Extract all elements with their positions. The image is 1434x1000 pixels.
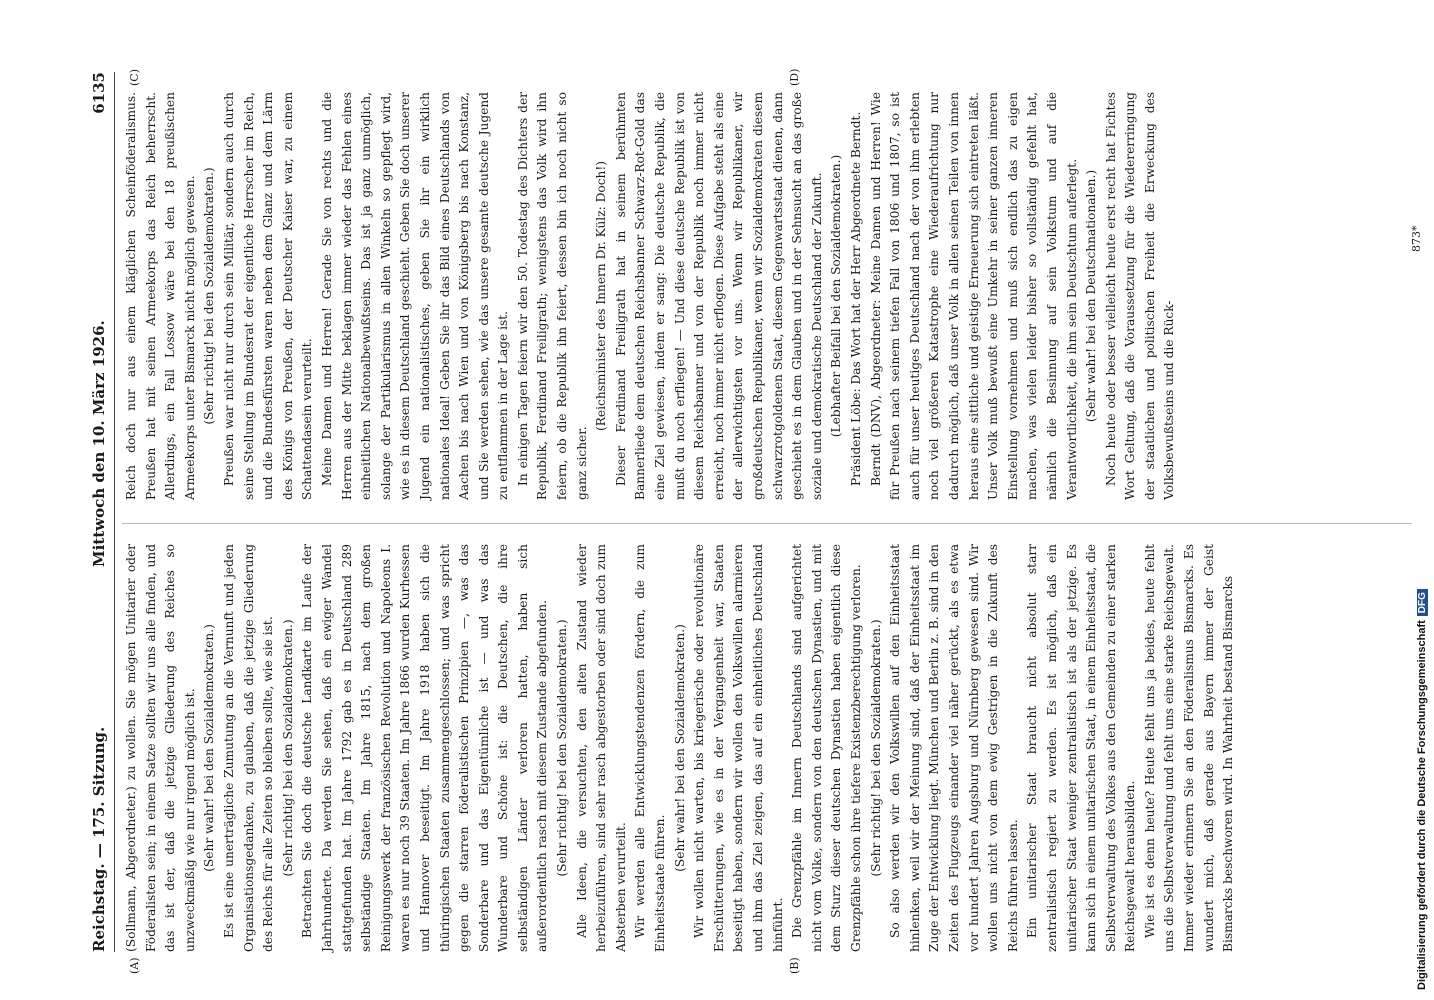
paragraph: Preußen war nicht nur durch sein Militär, sondern auch durch seine Stellung im Bundesrat der eigentliche Herrscher im Reich, und die Bundesfürsten waren neben dem Glanz und dem Lärm des Königs von Preußen, der Deutscher Kaiser war, zu einem Schattendasein verurteilt. <box>221 92 315 500</box>
paragraph: So also werden wir den Volkswillen auf den Einheitsstaat hinlenken, weil wir der Meinung sind, daß der Einheitsstaat im Zuge der Entwicklung liegt. München und Berlin z. B. sind in den Zeiten des Flugzeugs einander viel näher gerückt, als es etwa vor hundert Jahren Augsburg und Nürnberg gewesen sind. Wir wollen uns nicht von dem ewig Gestrigen in die Zukunft des Reichs führen lassen. <box>888 544 1020 952</box>
rotated-newspaper-page <box>88 62 1428 974</box>
page-header <box>88 72 115 952</box>
paragraph: Wie ist es denn heute? Heute fehlt uns ja beides, heute fehlt uns die Selbstverwaltung und fehlt uns eine starke Reichsgewalt. Immer wieder erinnern Sie an den Föderalismus Bismarcks. Es wundert mich, daß gerade aus Bayern immer der Geist Bismarcks beschworen wird. In Wahrheit bestand Bismarcks <box>1142 544 1236 952</box>
paragraph: Meine Damen und Herren! Gerade Sie von rechts und die Herren aus der Mitte beklagen immer wieder das Fehlen eines einheitlichen Nationalbewußtseins. Das ist ja ganz unmöglich, solange der Partikularismus in allen Winkeln so gepflegt wird, wie es in diesem Deutschland geschieht. Geben Sie doch unserer Jugend ein nationalistisches, geben Sie ihr ein wirklich nationales Ideal! Geben Sie ihr das Bild eines Deutschlands von Aachen bis nach Wien und von Königsberg bis nach Konstanz, und Sie werden sehen, wie das unsere gesamte deutsche Jugend zu entflammen in der Lage ist. <box>319 92 511 500</box>
paragraph: (Sollmann, Abgeordneter.) zu wollen. Sie mögen Unitarier oder Föderalisten sein; in einem Satze sollten wir uns alle finden, und das ist der, daß die jetzige Gliederung des Reiches so unzweckmäßig wie nur irgend möglich ist. <box>124 544 197 952</box>
header-page-number: 6135 <box>90 72 108 114</box>
paragraph: Betrachten Sie doch die deutsche Landkarte im Laufe der Jahrhunderte. Da werden Sie sehen, daß ein ewiger Wandel stattgefunden hat. Im Jahre 1792 gab es in Deutschland 289 selbständige Staaten. Im Jahre 1815, nach dem großen Reinigungswerk der französischen Revolution und Napoleons I. waren es nur noch 39 Staaten. Im Jahre 1866 wurden Kurhessen und Hannover beseitigt. Im Jahre 1918 haben sich die thüringischen Staaten zusammengeschlossen; und was spricht gegen die starren föderalistischen Prinzipien —, was das Sonderbare und das Eigentümliche ist — und was das Wunderbare und Schöne ist: die Deutschen, die ihre selbständigen Länder verloren hatten, haben sich außerordentlich rasch mit diesem Zustande abgefunden. <box>300 544 550 952</box>
interjection: (Sehr richtig! bei den Sozialdemokraten.) <box>280 619 295 877</box>
paragraph: Ein unitarischer Staat braucht nicht absolut starr zentralistisch regiert zu werden. Es ist möglich, daß ein unitarischer Staat weniger zentralistisch ist als der jetzige. Es kann sich in einem unitarischen Staat, in einem Einheitsstaat, die Selbstverwaltung des Volkes aus den Gemeinden zu einer starken Reichsgewalt herausbilden. <box>1025 544 1138 952</box>
column-divider <box>122 523 1412 524</box>
paragraph: Alle Ideen, die versuchten, den alten Zustand wieder herbeizuführen, sind sehr rasch abgestorben oder sind doch zum Absterben verurteilt. <box>574 544 628 952</box>
paragraph: Reich doch nur aus einem kläglichen Scheinföderalismus. Preußen hat mit seinen Armeekorps das Reich beherrscht. Allerdings, ein Fall Lossow wäre bei den 18 preußischen Armeekorps unter Bismarck nicht möglich gewesen. <box>124 92 197 500</box>
margin-marker-c: (C) <box>128 69 141 86</box>
interjection: (Sehr richtig! bei den Sozialdemokraten.) <box>555 619 570 877</box>
interjection: (Sehr richtig! bei den Sozialdemokraten.) <box>868 619 883 877</box>
paragraph: Wir wollen nicht warten, bis kriegerische oder revolutionäre Erschütterungen, wie es in der Vergangenheit war, Staaten beseitigt haben, sondern wir wollen den Volkswillen alarmieren und ihm das Ziel zeigen, das auf ein einheitliches Deutschland hinführt. <box>692 544 785 952</box>
paragraph: Wir werden alle Entwicklungstendenzen fördern, die zum Einheitsstaate führen. <box>633 544 668 952</box>
credit-text: Digitalisierung gefördert durch die Deutsche Forschungsgemeinschaft <box>1416 620 1428 990</box>
dfg-logo: DFG <box>1417 589 1428 616</box>
interjection: (Lebhafter Beifall bei den Sozialdemokraten.) <box>829 154 844 438</box>
paragraph: Noch heute oder besser vielleicht heute erst recht hat Fichtes Wort Geltung, daß die Voraussetzung für die Wiedererringung der staatlichen und politischen Freiheit die Erweckung des Volksbewußtseins und die Rück- <box>1103 92 1177 500</box>
interjection: (Sehr wahr! bei den Deutschnationalen.) <box>1084 169 1099 423</box>
right-text-column <box>122 92 1180 500</box>
speaker-paragraph: Berndt (DNV), Abgeordneter: Meine Damen und Herren! Wie für Preußen nach seinem tiefen Fall von 1806 und 1807, so ist auch für unser heutiges Deutschland nach der von ihm erlebten noch viel größeren Katastrophe eine Wiederaufrichtung nur dadurch möglich, daß unser Volk in allen seinen Teilen von innen heraus eine sittliche und geistige Erneuerung sich eintreten läßt. Unser Volk muß bewußt eine Umkehr in seiner ganzen inneren Einstellung vornehmen und muß sich endlich das zu eigen machen, was vielen leider bisher so vollständig gefehlt hat, nämlich die Besinnung auf sein Volkstum und auf die Verantwortlichkeit, die ihm sein Deutschtum auferlegt. <box>868 92 1079 500</box>
interjection: (Sehr wahr! bei den Sozialdemokraten.) <box>672 624 687 872</box>
page-signature: 873* <box>1410 225 1423 252</box>
interjection: (Sehr richtig! bei den Sozialdemokraten.) <box>202 167 217 425</box>
left-text-column <box>122 544 1239 952</box>
header-session: Reichstag. — 175. Sitzung. <box>90 726 108 952</box>
paragraph: Die Grenzpfähle im Innern Deutschlands sind aufgerichtet nicht vom Volke, sondern von den deutschen Dynastien, und mit dem Sturz dieser deutschen Dynastien haben eigentlich diese Grenzpfähle schon ihre tiefere Existenzberechtigung verloren. <box>790 544 863 952</box>
paragraph: In einigen Tagen feiern wir den 50. Todestag des Dichters der Republik, Ferdinand Freiligrath; wenigstens das Volk wird ihn feiern, ob die Republik ihn feiert, dessen bin ich noch nicht so ganz sicher. <box>515 92 589 500</box>
margin-marker-b: (B) <box>788 957 801 974</box>
margin-marker-d: (D) <box>788 68 801 86</box>
header-date: Mittwoch den 10. März 1926. <box>90 320 108 567</box>
margin-marker-a: (A) <box>128 957 141 974</box>
paragraph: Dieser Ferdinand Freiligrath hat in seinem berühmten Bannerliede dem deutschen Reichsbanner Schwarz-Rot-Gold das eine Ziel gewiesen, indem er sang: Die deutsche Republik, die mußt du noch erfliegen! — Und diese deutsche Republik ist von diesem Reichsbanner und von der Republik noch immer nicht erreicht, noch immer nicht erflogen. Diese Aufgabe steht als eine der allerwichtigsten vor uns. Wenn wir Republikaner, wir großdeutschen Republikaner, wenn wir Sozialdemokraten diesem schwarzrotgoldenen Staat, diesem Gegenwartsstaat dienen, dann geschieht es in dem Glauben und in der Sehnsucht an das große soziale und demokratische Deutschland der Zukunft. <box>613 92 824 500</box>
interjection: (Reichsminister des Innern Dr. Külz: Doch!) <box>594 160 609 432</box>
paragraph: Es ist eine unerträgliche Zumutung an die Vernunft und jeden Organisationsgedanken, zu glauben, daß die jetzige Gliederung des Reichs für alle Zeiten so bleiben sollte, wie sie ist. <box>221 544 276 952</box>
speaker-paragraph: Präsident Löbe: Das Wort hat der Herr Abgeordnete Berndt. <box>848 111 863 486</box>
interjection: (Sehr wahr! bei den Sozialdemokraten.) <box>202 624 217 872</box>
digitization-credit <box>1416 589 1428 990</box>
